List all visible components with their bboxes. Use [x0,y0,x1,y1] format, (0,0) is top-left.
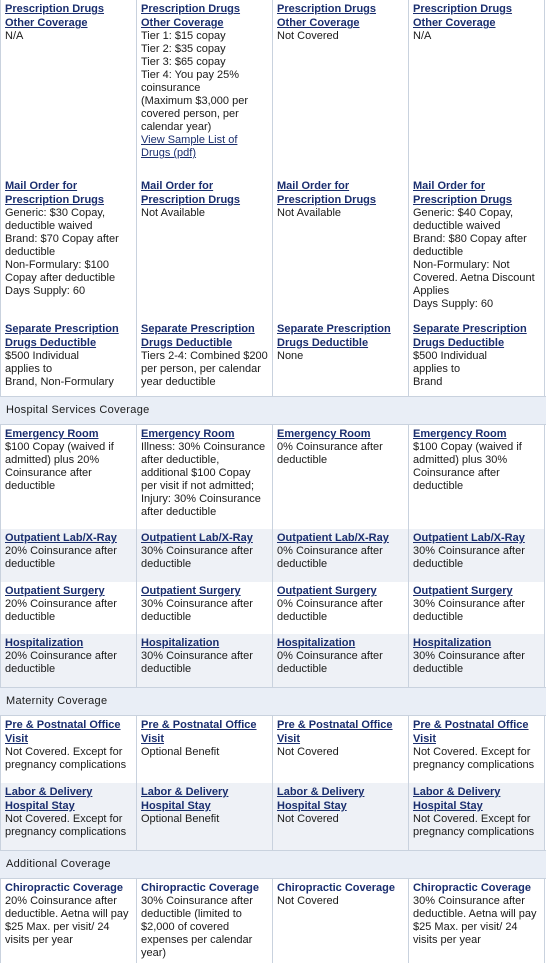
benefit-value: Generic: $30 Copay, deductible waived Brand: $70 Copay after deductible Non-Formulary: $100 Copay after deductible Days Supply: 60 [5,207,119,297]
section-header-hospital: Hospital Services Coverage [0,396,546,425]
plan-cell-4 [409,634,545,687]
benefit-value: N/A [5,30,24,42]
benefit-value: Not Covered [277,30,339,42]
prescription-drugs-other-coverage-link[interactable]: Prescription Drugs Other Coverage [277,3,377,29]
benefit-value: Not Covered. Except for pregnancy complications [5,746,127,771]
benefit-value: 30% Coinsurance after deductible [413,650,525,675]
labor-delivery-hospital-stay-link[interactable]: Labor & Delivery Hospital Stay [277,786,365,812]
emergency-room-link[interactable]: Emergency Room [141,428,235,440]
separate-prescription-drugs-deductible-link[interactable]: Separate Prescription Drugs Deductible [413,323,527,349]
table-row [0,425,546,529]
outpatient-surgery-link[interactable]: Outpatient Surgery [413,585,513,597]
benefit-value: Not Covered [277,895,339,907]
separate-prescription-drugs-deductible-link[interactable]: Separate Prescription Drugs Deductible [5,323,119,349]
plan-cell-4 [409,783,545,850]
plan-cell-3 [273,634,409,687]
benefit-value: 20% Coinsurance after deductible [5,598,117,623]
outpatient-surgery-link[interactable]: Outpatient Surgery [277,585,377,597]
plan-cell-3 [273,716,409,783]
benefit-value: Not Covered. Except for pregnancy complications [413,813,535,838]
plan-cell-2 [137,0,273,177]
outpatient-lab-x-ray-link[interactable]: Outpatient Lab/X-Ray [277,532,389,544]
outpatient-surgery-link[interactable]: Outpatient Surgery [5,585,105,597]
outpatient-lab-x-ray-link[interactable]: Outpatient Lab/X-Ray [413,532,525,544]
benefit-value: $100 Copay (waived if admitted) plus 20% Coinsurance after deductible [5,441,114,492]
plan-cell-1 [1,783,137,850]
plan-cell-3 [273,320,409,396]
sample-drug-list-link[interactable]: View Sample List of Drugs (pdf) [141,134,238,159]
mail-order-for-prescription-drugs-link[interactable]: Mail Order for Prescription Drugs [5,180,105,206]
plan-cell-1 [1,0,137,177]
table-row [0,634,546,687]
mail-order-for-prescription-drugs-link[interactable]: Mail Order for Prescription Drugs [277,180,377,206]
benefit-value: $500 Individual applies to Brand [413,350,488,388]
benefit-value: Tiers 2-4: Combined $200 per person, per calendar year deductible [141,350,268,388]
chiropractic-coverage-link: Chiropractic Coverage [413,882,531,894]
table-row [0,879,546,963]
pre-postnatal-office-visit-link[interactable]: Pre & Postnatal Office Visit [141,719,257,745]
plan-cell-2 [137,425,273,529]
hospital-rows [0,425,546,687]
table-row [0,582,546,634]
labor-delivery-hospital-stay-link[interactable]: Labor & Delivery Hospital Stay [141,786,229,812]
plan-cell-4 [409,425,545,529]
additional-rows [0,879,546,963]
labor-delivery-hospital-stay-link[interactable]: Labor & Delivery Hospital Stay [413,786,501,812]
prescription-drugs-other-coverage-link[interactable]: Prescription Drugs Other Coverage [141,3,241,29]
hospitalization-link[interactable]: Hospitalization [141,637,220,649]
outpatient-lab-x-ray-link[interactable]: Outpatient Lab/X-Ray [141,532,253,544]
table-row [0,320,546,396]
chiropractic-coverage-link: Chiropractic Coverage [277,882,395,894]
plan-cell-2 [137,177,273,320]
plan-cell-2 [137,529,273,582]
hospitalization-link[interactable]: Hospitalization [413,637,492,649]
benefit-value: 20% Coinsurance after deductible [5,545,117,570]
benefit-value: 30% Coinsurance after deductible (limited to $2,000 of covered expenses per calendar year) [141,895,253,959]
plan-cell-4 [409,177,545,320]
plan-cell-1 [1,177,137,320]
benefit-value: N/A [413,30,432,42]
pre-postnatal-office-visit-link[interactable]: Pre & Postnatal Office Visit [277,719,393,745]
plan-cell-1 [1,529,137,582]
benefit-value: Optional Benefit [141,746,220,758]
plan-cell-2 [137,634,273,687]
benefit-value: $500 Individual applies to Brand, Non-Formulary [5,350,114,388]
plan-cell-1 [1,634,137,687]
maternity-rows [0,716,546,850]
benefit-value: 30% Coinsurance after deductible [413,598,525,623]
plan-cell-2 [137,716,273,783]
separate-prescription-drugs-deductible-link[interactable]: Separate Prescription Drugs Deductible [141,323,255,349]
plan-cell-4 [409,716,545,783]
plan-cell-3 [273,425,409,529]
benefit-value: Not Covered. Except for pregnancy complications [5,813,127,838]
prescription-drugs-other-coverage-link[interactable]: Prescription Drugs Other Coverage [5,3,105,29]
plan-cell-3 [273,0,409,177]
benefit-value: Not Covered [277,813,339,825]
plan-cell-2 [137,783,273,850]
hospitalization-link[interactable]: Hospitalization [277,637,356,649]
outpatient-lab-x-ray-link[interactable]: Outpatient Lab/X-Ray [5,532,117,544]
benefit-value: Not Available [141,207,206,219]
chiropractic-coverage-link: Chiropractic Coverage [5,882,123,894]
plan-cell-1 [1,716,137,783]
plan-cell-4 [409,582,545,634]
plan-cell-3 [273,529,409,582]
prescription-rows [0,0,546,396]
benefit-value: 20% Coinsurance after deductible. Aetna will pay $25 Max. per visit/ 24 visits per year [5,895,129,946]
pre-postnatal-office-visit-link[interactable]: Pre & Postnatal Office Visit [413,719,529,745]
benefit-value: 30% Coinsurance after deductible. Aetna will pay $25 Max. per visit/ 24 visits per year [413,895,537,946]
benefit-value: 30% Coinsurance after deductible [141,545,253,570]
section-header-additional: Additional Coverage [0,850,546,879]
plan-cell-3 [273,783,409,850]
plan-cell-3 [273,177,409,320]
plan-cell-1 [1,425,137,529]
table-row [0,177,546,320]
benefit-value: Not Covered. Except for pregnancy complications [413,746,535,771]
outpatient-surgery-link[interactable]: Outpatient Surgery [141,585,241,597]
benefit-value: $100 Copay (waived if admitted) plus 30% Coinsurance after deductible [413,441,522,492]
plan-cell-4 [409,320,545,396]
mail-order-for-prescription-drugs-link[interactable]: Mail Order for Prescription Drugs [141,180,241,206]
separate-prescription-drugs-deductible-link[interactable]: Separate Prescription Drugs Deductible [277,323,391,349]
table-row [0,716,546,783]
table-row [0,783,546,850]
benefit-value: Not Covered [277,746,339,758]
plan-cell-4 [409,879,545,963]
benefit-value: 0% Coinsurance after deductible [277,441,383,466]
emergency-room-link[interactable]: Emergency Room [413,428,507,440]
benefit-value: Illness: 30% Coinsurance after deductible, additional $100 Copay per visit if not admitted; Injury: 30% Coinsurance after deductible [141,441,266,518]
benefit-value: Generic: $40 Copay, deductible waived Brand: $80 Copay after deductible Non-Formulary: Not Covered. Aetna Discount Applies Days Supply: 60 [413,207,535,310]
benefit-value: None [277,350,304,362]
benefit-value: 30% Coinsurance after deductible [141,650,253,675]
table-row [0,0,546,177]
benefit-value: 0% Coinsurance after deductible [277,598,383,623]
benefit-value: 0% Coinsurance after deductible [277,545,383,570]
plan-cell-3 [273,879,409,963]
plan-cell-4 [409,0,545,177]
chiropractic-coverage-link: Chiropractic Coverage [141,882,259,894]
section-header-maternity: Maternity Coverage [0,687,546,716]
benefit-value: 30% Coinsurance after deductible [141,598,253,623]
plan-cell-2 [137,879,273,963]
emergency-room-link[interactable]: Emergency Room [277,428,371,440]
plan-cell-2 [137,582,273,634]
benefit-value: Tier 1: $15 copay Tier 2: $35 copay Tier 3: $65 copay Tier 4: You pay 25% coinsurance (Maximum $3,000 per covered person, per calendar year) [141,30,248,133]
pre-postnatal-office-visit-link[interactable]: Pre & Postnatal Office Visit [5,719,121,745]
prescription-drugs-other-coverage-link[interactable]: Prescription Drugs Other Coverage [413,3,513,29]
mail-order-for-prescription-drugs-link[interactable]: Mail Order for Prescription Drugs [413,180,513,206]
hospitalization-link[interactable]: Hospitalization [5,637,84,649]
plan-cell-1 [1,582,137,634]
plan-cell-1 [1,320,137,396]
benefit-value: 0% Coinsurance after deductible [277,650,383,675]
plan-cell-3 [273,582,409,634]
plan-cell-2 [137,320,273,396]
table-row [0,529,546,582]
labor-delivery-hospital-stay-link[interactable]: Labor & Delivery Hospital Stay [5,786,93,812]
benefit-value: Not Available [277,207,342,219]
plan-cell-4 [409,529,545,582]
benefit-value: Optional Benefit [141,813,220,825]
benefit-value: 20% Coinsurance after deductible [5,650,117,675]
plan-cell-1 [1,879,137,963]
emergency-room-link[interactable]: Emergency Room [5,428,99,440]
benefit-value: 30% Coinsurance after deductible [413,545,525,570]
